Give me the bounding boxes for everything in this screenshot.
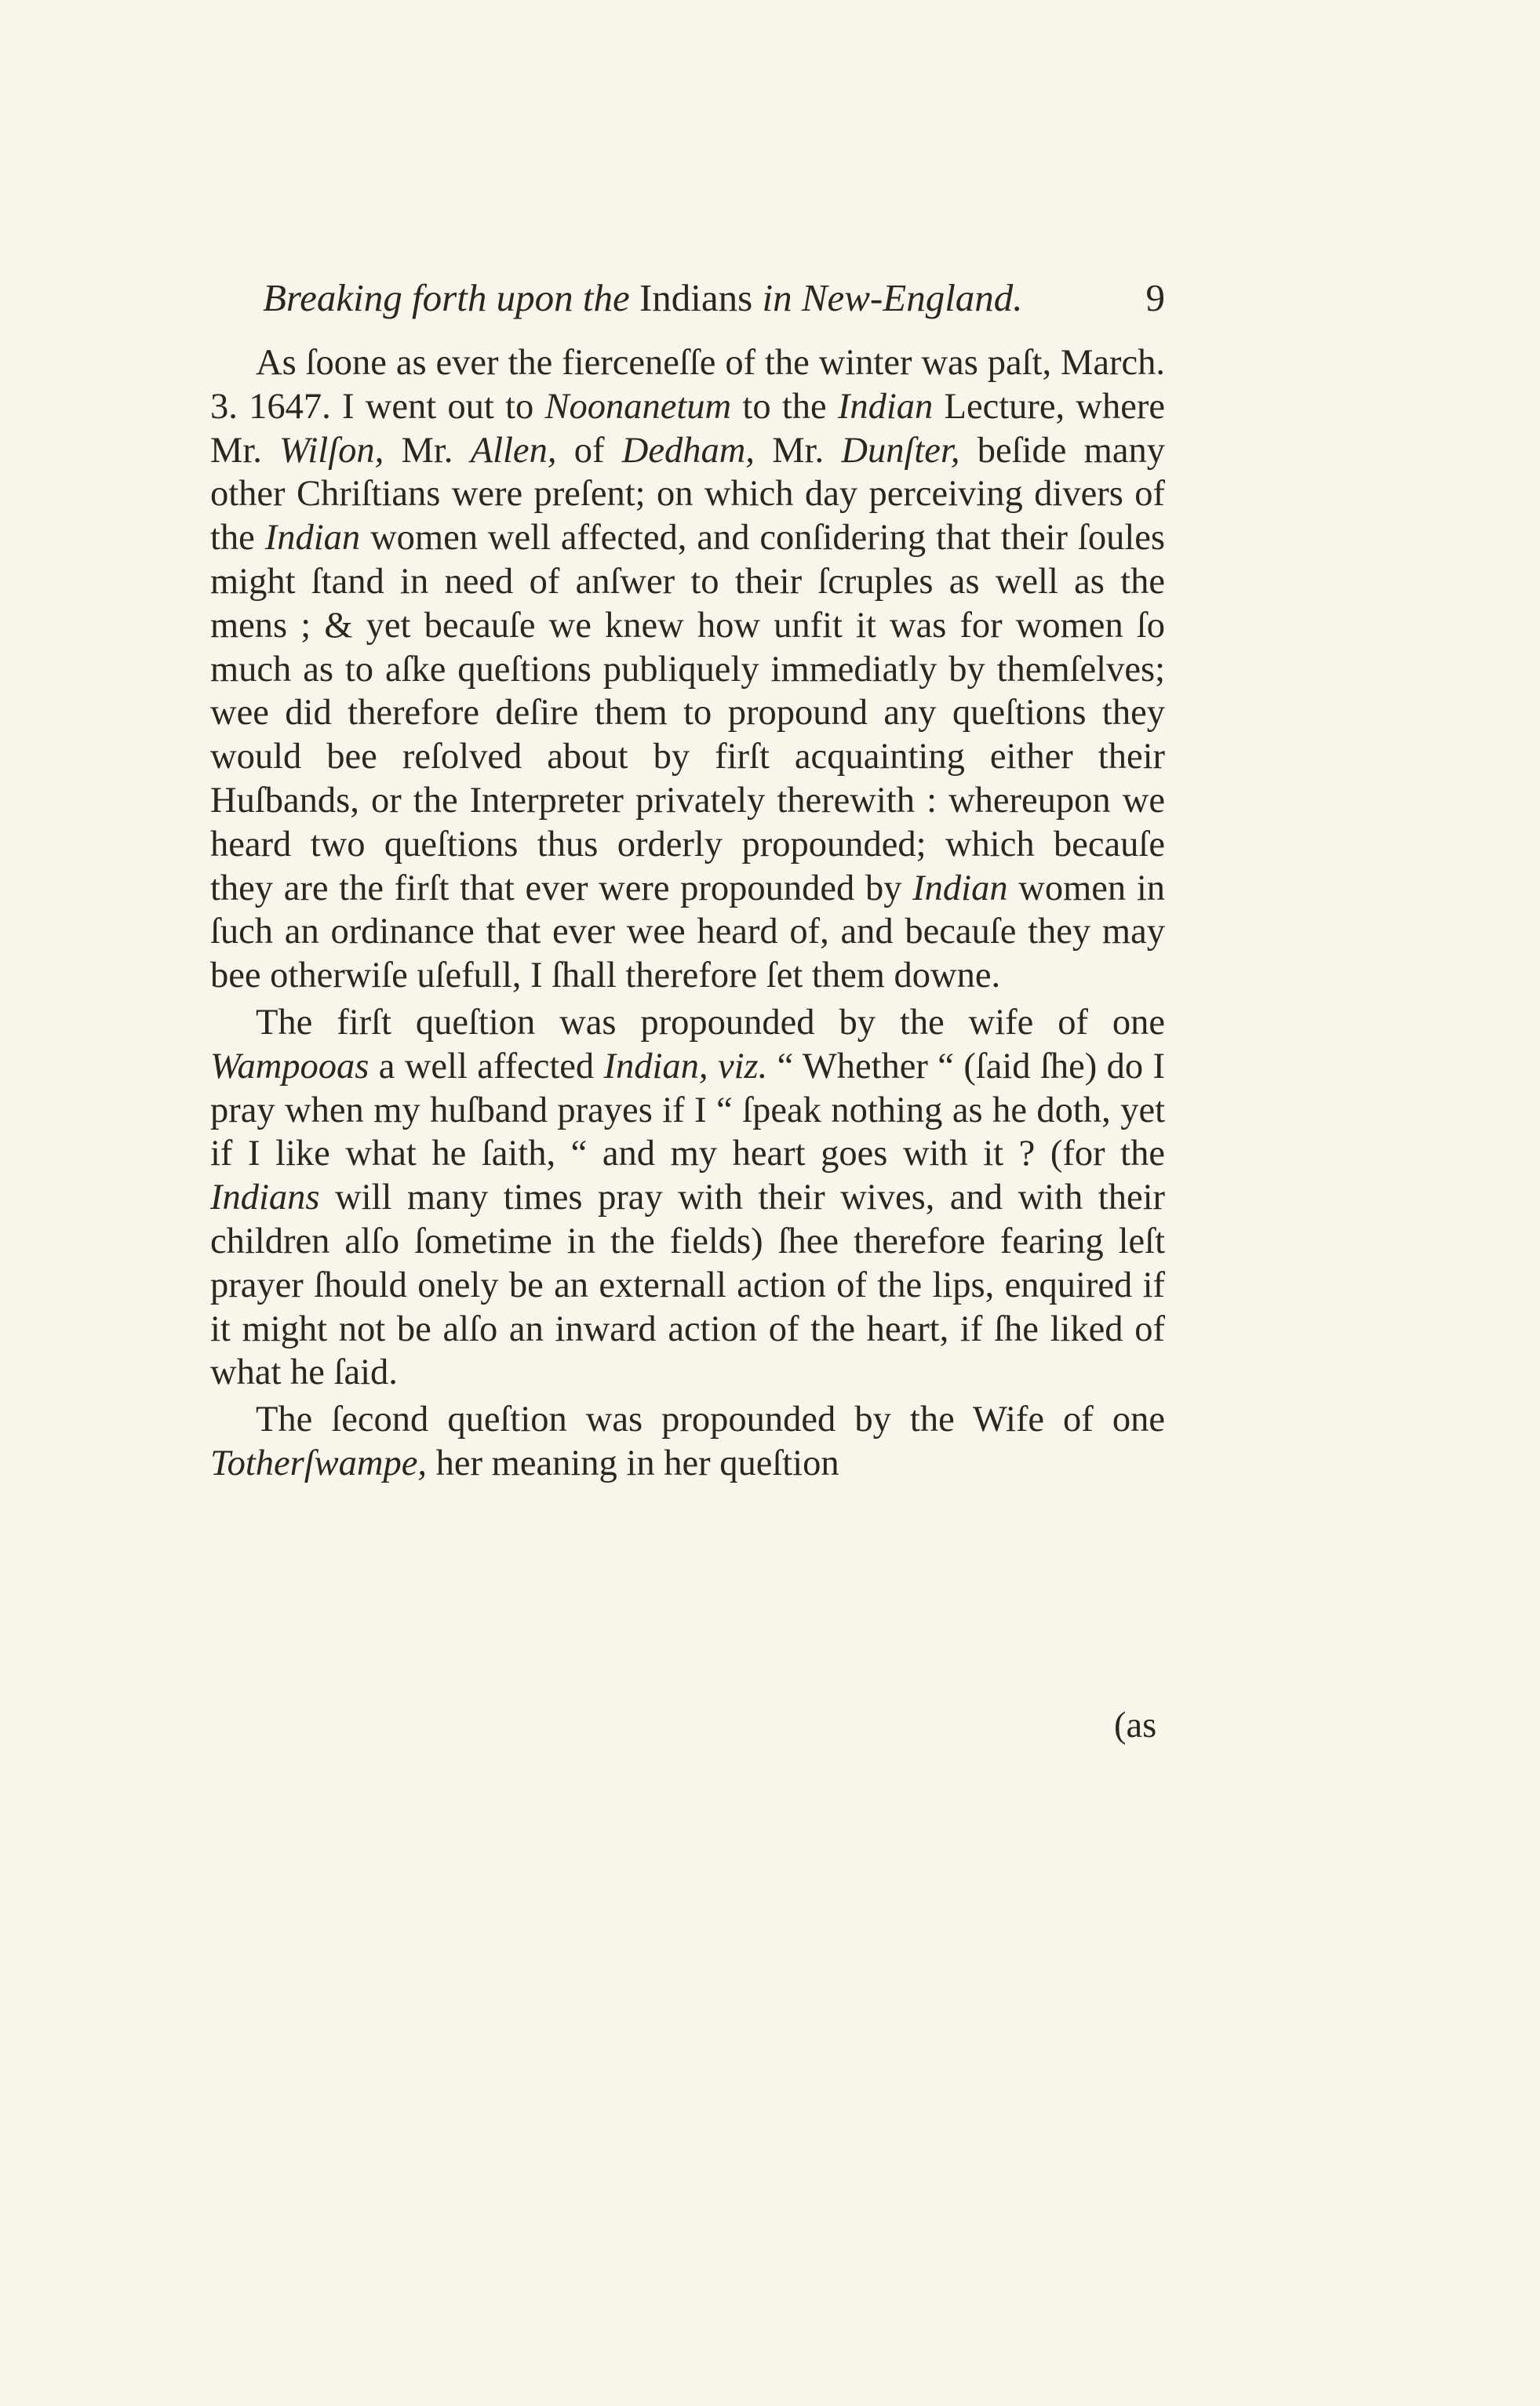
title-part-1: Breaking forth upon the — [263, 276, 630, 319]
running-header — [263, 267, 1165, 329]
body-text — [210, 341, 1165, 1486]
running-title — [263, 267, 1023, 329]
paragraph-3: The ſecond queſtion was propounded by the Wife of one Totherſwampe, her meaning in her queſtion — [210, 1400, 1165, 1483]
page-number: 9 — [1145, 276, 1165, 319]
paragraph-1: As ſoone as ever the fierceneſſe of the winter was paſt, March. 3. 1647. I went out to Noonanetum to the Indian Lecture, where Mr. Wilſon, Mr. Allen, of Dedham, Mr. Dunſter, beſide many other Chriſtians were preſent; on which day perceiving divers of the Indian women well affected, and conſidering that their ſoules might ſtand in need of anſwer to their ſcruples as well as the mens ; & yet becauſe we knew how unfit it was for women ſo much as to aſke queſtions publiquely immediatly by themſelves; wee did therefore deſire them to propound any queſtions they would bee reſolved about by firſt acquainting either their Huſbands, or the Interpreter privately therewith : whereupon we heard two queſtions thus orderly propounded; which becauſe they are the firſt that ever were propounded by Indian women in ſuch an ordinance that ever wee heard of, and becauſe they may bee otherwiſe uſefull, I ſhall therefore ſet them downe. — [210, 343, 1165, 996]
paragraph-2: The firſt queſtion was propounded by the wife of one Wampooas a well affected Indian, viz. “ Whether “ (ſaid ſhe) do I pray when my huſband prayes if I “ ſpeak nothing as he doth, yet if I like what he ſaith, “ and my heart goes with it ? (for the Indians will many times pray with their wives, and with their children alſo ſometime in the fields) ſhee therefore fearing leſt prayer ſhould onely be an externall action of the lips, enquired if it might not be alſo an inward action of the heart, if ſhe liked of what he ſaid. — [210, 1002, 1165, 1393]
title-part-3: in — [762, 276, 792, 319]
title-part-2: Indians — [639, 276, 753, 319]
title-part-4: New-England. — [801, 276, 1023, 319]
catchword: (as — [1114, 1705, 1157, 1745]
